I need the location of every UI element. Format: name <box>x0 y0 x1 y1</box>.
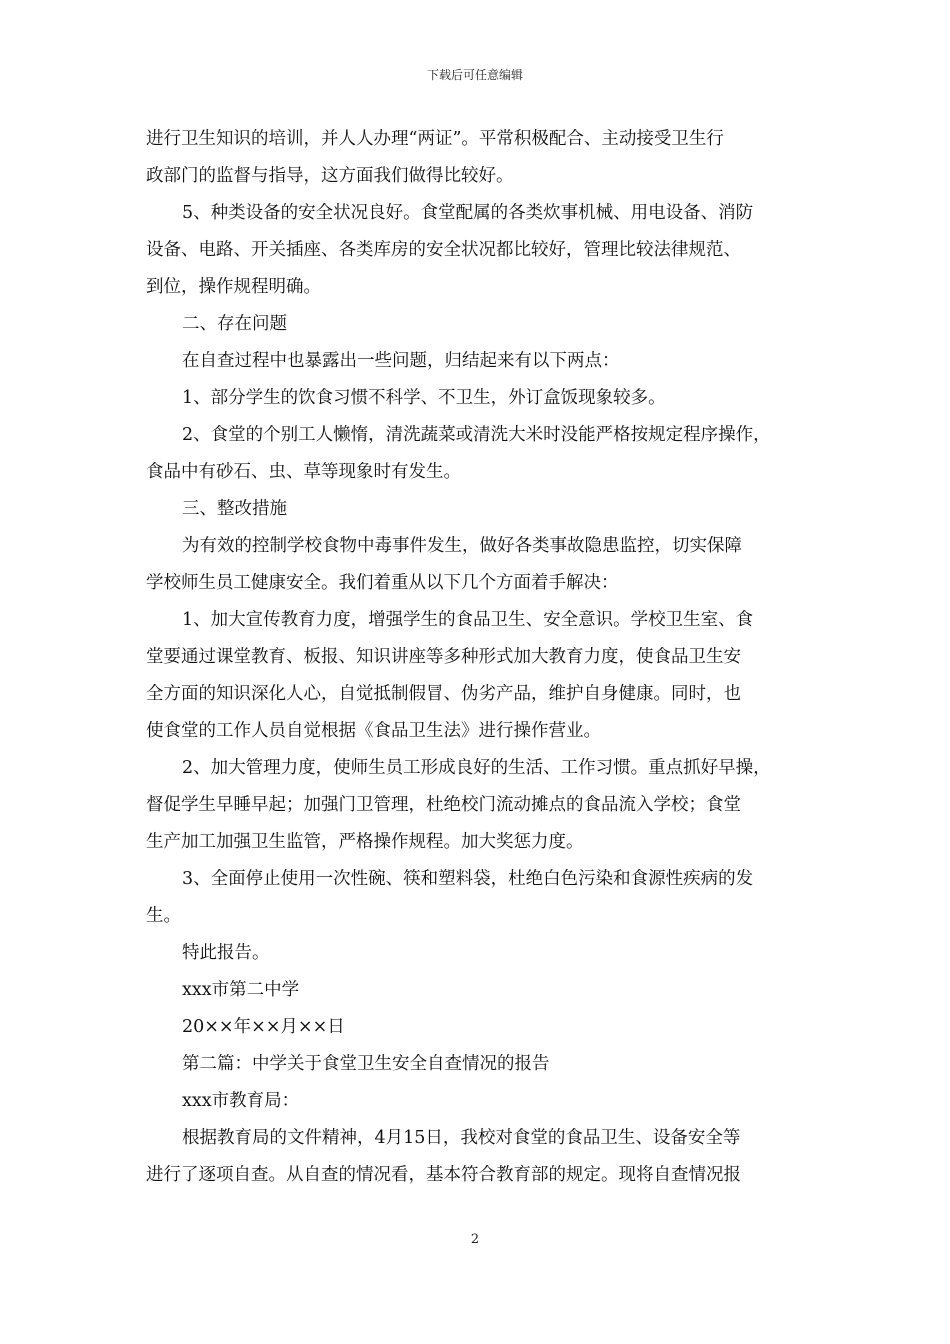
text-line: 进行了逐项自查。从自查的情况看，基本符合教育部的规定。现将自查情况报 <box>146 1165 741 1185</box>
text-line: 5、种类设备的安全状况良好。食堂配属的各类炊事机械、用电设备、消防 <box>182 203 754 223</box>
signature-org: xxx市第二中学 <box>182 980 300 1000</box>
page-header: 下载后可任意编辑 <box>426 68 523 82</box>
text-line: 根据教育局的文件精神，4月15日，我校对食堂的食品卫生、设备安全等 <box>182 1128 741 1148</box>
document-body <box>146 121 806 1194</box>
section-heading: 二、存在问题 <box>182 314 287 334</box>
text-line: 堂要通过课堂教育、板报、知识讲座等多种形式加大教育力度，使食品卫生安 <box>146 647 741 667</box>
section-heading: 三、整改措施 <box>182 499 287 519</box>
text-line: 为有效的控制学校食物中毒事件发生，做好各类事故隐患监控，切实保障 <box>182 536 742 556</box>
second-article-title: 第二篇：中学关于食堂卫生安全自查情况的报告 <box>182 1054 550 1074</box>
text-line: 使食堂的工作人员自觉根据《食品卫生法》进行操作营业。 <box>146 721 601 741</box>
text-line: 1、部分学生的饮食习惯不科学、不卫生，外订盒饭现象较多。 <box>182 388 666 408</box>
text-line: 全方面的知识深化人心，自觉抵制假冒、伪劣产品，维护自身健康。同时，也 <box>146 684 741 704</box>
text-line: 2、加大管理力度，使师生员工形成良好的生活、工作习惯。重点抓好早操， <box>182 758 771 778</box>
signature-date: 20××年××月××日 <box>182 1017 345 1037</box>
text-line: 1、加大宣传教育力度，增强学生的食品卫生、安全意识。学校卫生室、食 <box>182 610 754 630</box>
text-line: 2、食堂的个别工人懒惰，清洗蔬菜或清洗大米时没能严格按规定程序操作， <box>182 425 771 445</box>
text-line: 在自查过程中也暴露出一些问题，归结起来有以下两点： <box>182 351 620 371</box>
text-line: 到位，操作规程明确。 <box>146 277 321 297</box>
text-line: 政部门的监督与指导，这方面我们做得比较好。 <box>146 166 514 186</box>
text-line: 督促学生早睡早起；加强门卫管理，杜绝校门流动摊点的食品流入学校；食堂 <box>146 795 741 815</box>
text-line: 学校师生员工健康安全。我们着重从以下几个方面着手解决： <box>146 573 619 593</box>
text-line: 食品中有砂石、虫、草等现象时有发生。 <box>146 462 461 482</box>
text-line: 生产加工加强卫生监管，严格操作规程。加大奖惩力度。 <box>146 832 584 852</box>
text-line: 生。 <box>146 906 181 926</box>
text-line: 进行卫生知识的培训，并人人办理“两证”。平常积极配合、主动接受卫生行 <box>146 129 724 149</box>
recipient: xxx市教育局： <box>182 1091 300 1111</box>
closing-text: 特此报告。 <box>182 943 270 963</box>
page-number: 2 <box>470 1232 480 1247</box>
text-line: 设备、电路、开关插座、各类库房的安全状况都比较好，管理比较法律规范、 <box>146 240 741 260</box>
text-line: 3、全面停止使用一次性碗、筷和塑料袋，杜绝白色污染和食源性疾病的发 <box>182 869 754 889</box>
